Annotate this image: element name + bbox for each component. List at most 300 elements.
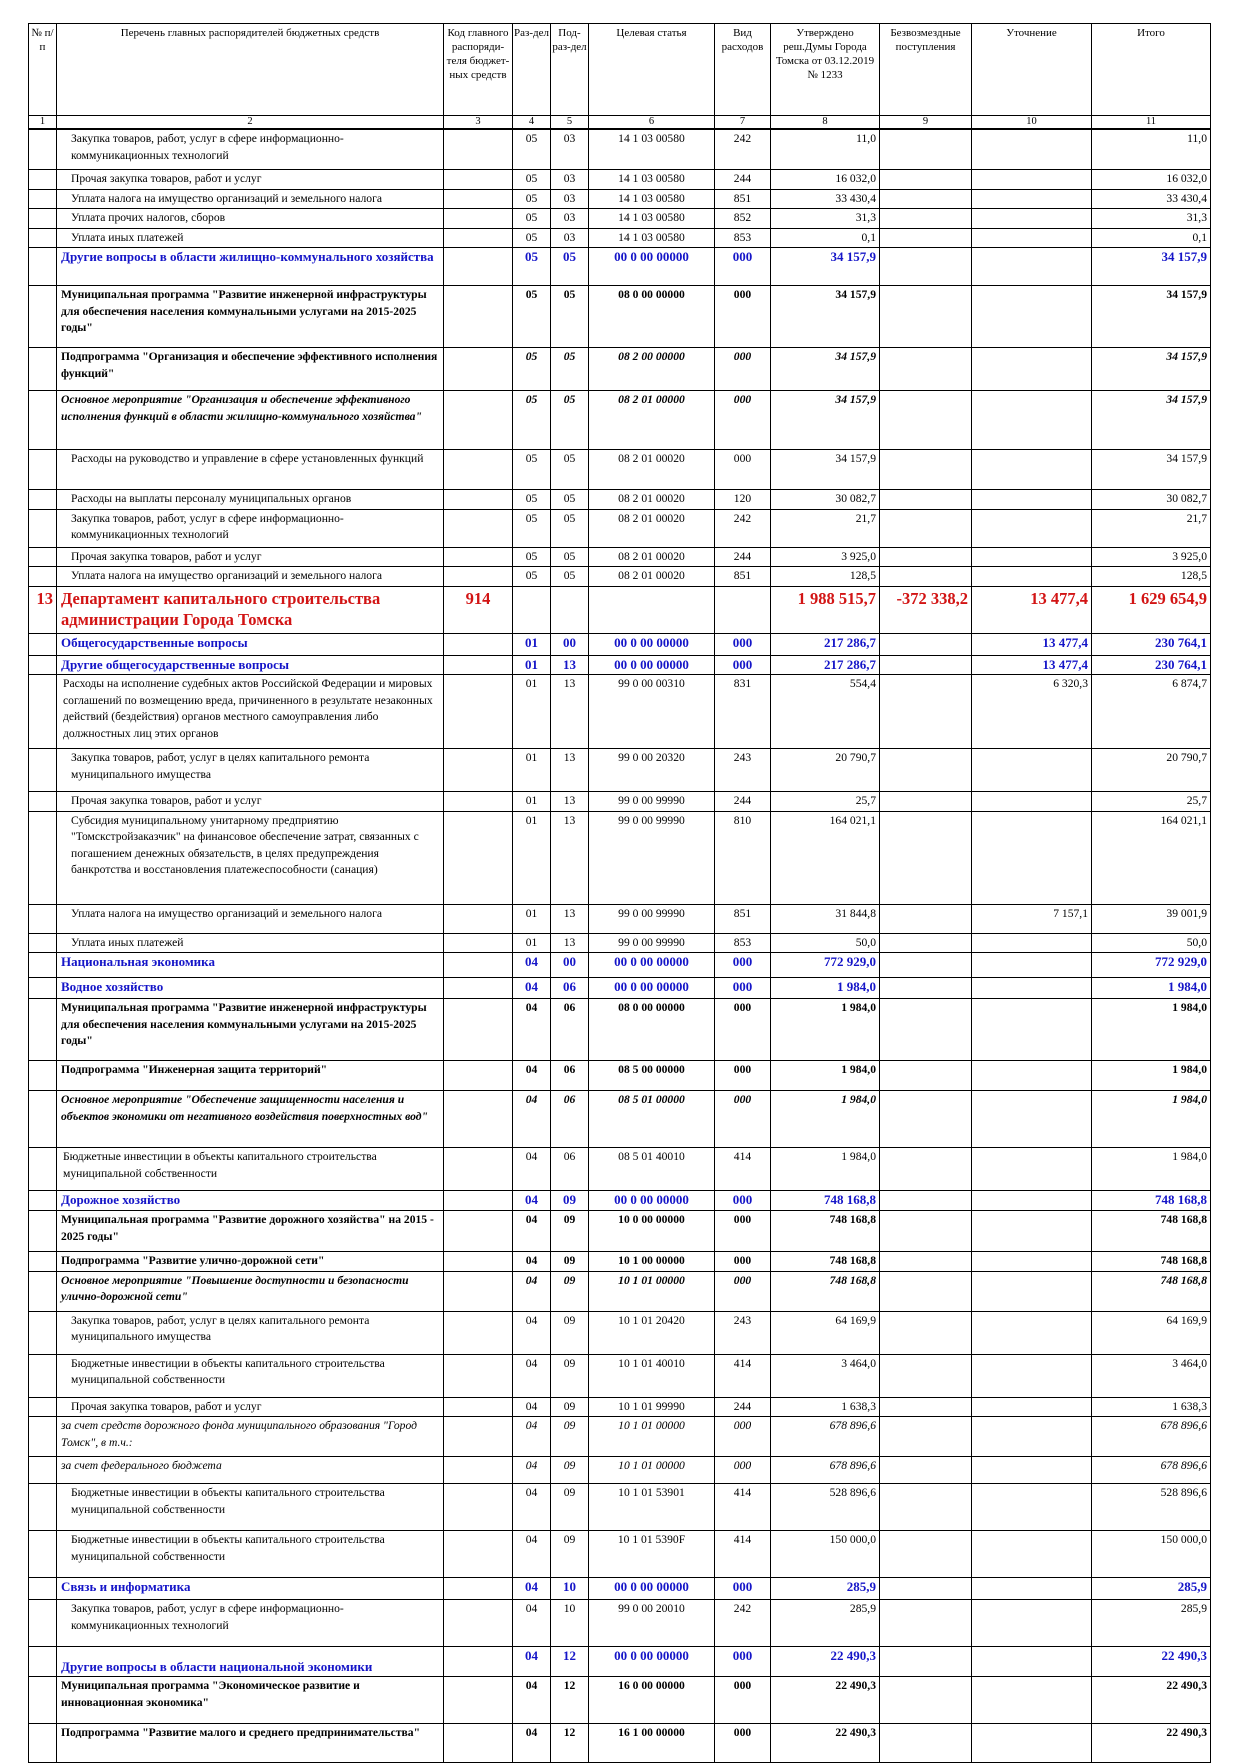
row-grants	[880, 567, 972, 587]
row-number	[29, 1397, 57, 1417]
row-clarification	[972, 170, 1092, 190]
row-grants	[880, 633, 972, 655]
row-name: Общегосударственные вопросы	[57, 633, 444, 655]
row-vid: 243	[715, 749, 771, 792]
row-clarification	[972, 1457, 1092, 1484]
row-clarification	[972, 509, 1092, 547]
table-row	[29, 792, 1211, 812]
row-grants	[880, 490, 972, 510]
row-vid: 000	[715, 1271, 771, 1311]
row-total: 33 430,4	[1092, 189, 1211, 209]
row-clarification	[972, 1484, 1092, 1531]
row-number	[29, 792, 57, 812]
row-approved: 16 032,0	[771, 170, 880, 190]
row-podrazdel: 13	[551, 811, 589, 904]
row-name: Подпрограмма "Развитие улично-дорожной сети"	[57, 1252, 444, 1272]
row-total: 34 157,9	[1092, 248, 1211, 286]
row-grants	[880, 1271, 972, 1311]
row-vid: 000	[715, 1061, 771, 1091]
row-name: Департамент капитального строительства администрации Города Томска	[57, 586, 444, 633]
row-number	[29, 348, 57, 391]
row-number	[29, 1417, 57, 1457]
row-approved: 25,7	[771, 792, 880, 812]
row-statya: 99 0 00 99990	[589, 792, 715, 812]
row-podrazdel: 03	[551, 189, 589, 209]
row-name: Бюджетные инвестиции в объекты капитального строительства муниципальной собственности	[57, 1531, 444, 1578]
row-statya: 08 5 01 40010	[589, 1148, 715, 1191]
row-razdel: 04	[513, 1677, 551, 1724]
row-number	[29, 490, 57, 510]
row-grants	[880, 129, 972, 170]
row-number	[29, 1600, 57, 1647]
row-approved: 217 286,7	[771, 633, 880, 655]
row-name: Субсидия муниципальному унитарному предприятию "Томскстройзаказчик" на финансовое обеспечение затрат, связанных с погашением денежных обязательств, в целях предупреждения банкротства и восстановления платежеспособности (санация)	[57, 811, 444, 904]
row-razdel: 04	[513, 953, 551, 978]
row-total: 22 490,3	[1092, 1677, 1211, 1724]
table-row	[29, 1271, 1211, 1311]
row-clarification	[972, 567, 1092, 587]
row-statya: 16 0 00 00000	[589, 1677, 715, 1724]
row-number	[29, 633, 57, 655]
row-razdel: 04	[513, 1484, 551, 1531]
row-podrazdel: 09	[551, 1457, 589, 1484]
row-code	[444, 286, 513, 348]
row-podrazdel	[551, 586, 589, 633]
row-clarification: 6 320,3	[972, 675, 1092, 749]
row-total: 0,1	[1092, 228, 1211, 248]
row-approved: 64 169,9	[771, 1311, 880, 1354]
row-vid: 120	[715, 490, 771, 510]
row-statya: 99 0 00 99990	[589, 811, 715, 904]
row-name: Другие вопросы в области жилищно-коммунального хозяйства	[57, 248, 444, 286]
row-podrazdel: 05	[551, 450, 589, 490]
row-razdel: 05	[513, 547, 551, 567]
row-grants	[880, 1578, 972, 1600]
row-name: Уплата иных платежей	[57, 228, 444, 248]
row-statya: 10 1 01 53901	[589, 1484, 715, 1531]
row-razdel: 01	[513, 633, 551, 655]
row-approved: 34 157,9	[771, 348, 880, 391]
row-total: 128,5	[1092, 567, 1211, 587]
row-total: 678 896,6	[1092, 1417, 1211, 1457]
row-grants	[880, 792, 972, 812]
table-row	[29, 189, 1211, 209]
row-code	[444, 655, 513, 675]
row-code	[444, 1457, 513, 1484]
row-approved: 22 490,3	[771, 1677, 880, 1724]
row-clarification	[972, 1091, 1092, 1148]
row-name: Бюджетные инвестиции в объекты капитального строительства муниципальной собственности	[57, 1354, 444, 1397]
row-razdel: 04	[513, 1647, 551, 1677]
budget-table	[28, 23, 1211, 1763]
row-name: за счет средств дорожного фонда муниципального образования "Город Томск", в т.ч.:	[57, 1417, 444, 1457]
row-approved: 554,4	[771, 675, 880, 749]
row-total: 1 984,0	[1092, 1148, 1211, 1191]
table-row	[29, 749, 1211, 792]
row-razdel: 04	[513, 1191, 551, 1211]
row-total: 64 169,9	[1092, 1311, 1211, 1354]
row-code	[444, 228, 513, 248]
row-name: Основное мероприятие "Организация и обеспечение эффективного исполнения функций в области жилищно-коммунального хозяйства"	[57, 391, 444, 450]
row-vid: 243	[715, 1311, 771, 1354]
row-razdel: 01	[513, 933, 551, 953]
row-podrazdel: 13	[551, 933, 589, 953]
row-razdel: 05	[513, 450, 551, 490]
row-approved: 772 929,0	[771, 953, 880, 978]
row-clarification: 13 477,4	[972, 586, 1092, 633]
row-statya: 00 0 00 00000	[589, 248, 715, 286]
row-clarification	[972, 1724, 1092, 1763]
row-clarification	[972, 1211, 1092, 1252]
row-approved: 748 168,8	[771, 1211, 880, 1252]
table-row	[29, 586, 1211, 633]
row-approved: 3 464,0	[771, 1354, 880, 1397]
row-total: 50,0	[1092, 933, 1211, 953]
row-grants	[880, 1191, 972, 1211]
row-clarification	[972, 978, 1092, 999]
row-clarification	[972, 933, 1092, 953]
row-name: Бюджетные инвестиции в объекты капитального строительства муниципальной собственности	[57, 1148, 444, 1191]
row-number	[29, 1061, 57, 1091]
row-code	[444, 811, 513, 904]
table-row	[29, 1354, 1211, 1397]
row-statya: 08 0 00 00000	[589, 286, 715, 348]
row-total: 1 984,0	[1092, 999, 1211, 1061]
row-vid: 000	[715, 1578, 771, 1600]
row-code	[444, 1531, 513, 1578]
table-row	[29, 1457, 1211, 1484]
row-grants	[880, 1531, 972, 1578]
row-grants	[880, 209, 972, 229]
row-code	[444, 509, 513, 547]
row-razdel: 01	[513, 904, 551, 933]
row-vid: 000	[715, 999, 771, 1061]
row-vid: 000	[715, 1457, 771, 1484]
row-name: Уплата налога на имущество организаций и земельного налога	[57, 567, 444, 587]
row-vid: 000	[715, 1417, 771, 1457]
row-name: Национальная экономика	[57, 953, 444, 978]
row-razdel: 01	[513, 792, 551, 812]
row-statya: 08 5 00 00000	[589, 1061, 715, 1091]
row-number	[29, 509, 57, 547]
row-number	[29, 953, 57, 978]
row-number	[29, 248, 57, 286]
header-vid: Вид расходов	[715, 24, 771, 116]
row-total: 34 157,9	[1092, 348, 1211, 391]
table-row	[29, 999, 1211, 1061]
row-code	[444, 547, 513, 567]
row-podrazdel: 10	[551, 1578, 589, 1600]
header-numbers-row	[29, 116, 1211, 130]
row-vid: 000	[715, 1647, 771, 1677]
row-approved: 34 157,9	[771, 248, 880, 286]
header-statya: Целевая статья	[589, 24, 715, 116]
row-vid: 000	[715, 1191, 771, 1211]
row-number	[29, 1211, 57, 1252]
row-clarification: 7 157,1	[972, 904, 1092, 933]
row-vid: 831	[715, 675, 771, 749]
header-number: 9	[880, 116, 972, 130]
row-clarification	[972, 999, 1092, 1061]
row-podrazdel: 06	[551, 1148, 589, 1191]
row-approved: 34 157,9	[771, 450, 880, 490]
row-grants	[880, 904, 972, 933]
row-grants	[880, 1091, 972, 1148]
row-clarification	[972, 1191, 1092, 1211]
row-vid: 000	[715, 953, 771, 978]
row-razdel: 04	[513, 1271, 551, 1311]
table-row	[29, 1148, 1211, 1191]
row-podrazdel: 06	[551, 978, 589, 999]
row-clarification	[972, 749, 1092, 792]
header-podrazdel: Под-раз-дел	[551, 24, 589, 116]
row-code	[444, 792, 513, 812]
row-podrazdel: 03	[551, 170, 589, 190]
row-code	[444, 1647, 513, 1677]
row-code	[444, 189, 513, 209]
row-code	[444, 904, 513, 933]
row-total: 34 157,9	[1092, 450, 1211, 490]
row-vid: 000	[715, 1677, 771, 1724]
row-razdel: 04	[513, 1397, 551, 1417]
row-grants	[880, 1354, 972, 1397]
row-name: Другие общегосударственные вопросы	[57, 655, 444, 675]
row-number	[29, 1311, 57, 1354]
row-grants	[880, 933, 972, 953]
row-total: 1 629 654,9	[1092, 586, 1211, 633]
table-row	[29, 1578, 1211, 1600]
row-razdel: 04	[513, 1091, 551, 1148]
row-name: Подпрограмма "Инженерная защита территорий"	[57, 1061, 444, 1091]
table-row	[29, 1417, 1211, 1457]
row-code	[444, 1354, 513, 1397]
row-code	[444, 1578, 513, 1600]
row-name: Уплата иных платежей	[57, 933, 444, 953]
table-row	[29, 933, 1211, 953]
row-razdel: 04	[513, 1457, 551, 1484]
row-statya: 00 0 00 00000	[589, 655, 715, 675]
row-grants	[880, 1061, 972, 1091]
row-number	[29, 1677, 57, 1724]
row-grants	[880, 1417, 972, 1457]
row-code	[444, 1061, 513, 1091]
row-vid: 244	[715, 792, 771, 812]
header-number: 2	[57, 116, 444, 130]
row-grants	[880, 978, 972, 999]
row-approved: 128,5	[771, 567, 880, 587]
row-statya: 00 0 00 00000	[589, 978, 715, 999]
row-statya: 00 0 00 00000	[589, 953, 715, 978]
row-grants	[880, 509, 972, 547]
row-name: Прочая закупка товаров, работ и услуг	[57, 170, 444, 190]
header-number: 10	[972, 116, 1092, 130]
row-vid: 242	[715, 129, 771, 170]
table-row	[29, 953, 1211, 978]
row-grants	[880, 749, 972, 792]
row-grants	[880, 286, 972, 348]
row-grants	[880, 953, 972, 978]
header-number: 6	[589, 116, 715, 130]
row-clarification	[972, 1677, 1092, 1724]
table-row	[29, 1484, 1211, 1531]
row-number	[29, 1484, 57, 1531]
row-code	[444, 129, 513, 170]
table-row	[29, 450, 1211, 490]
row-razdel: 05	[513, 391, 551, 450]
table-row	[29, 1191, 1211, 1211]
row-code	[444, 749, 513, 792]
row-razdel: 04	[513, 1724, 551, 1763]
row-clarification	[972, 1647, 1092, 1677]
row-grants	[880, 391, 972, 450]
row-number: 13	[29, 586, 57, 633]
row-podrazdel: 06	[551, 1091, 589, 1148]
row-grants	[880, 1600, 972, 1647]
row-clarification	[972, 129, 1092, 170]
row-code	[444, 1252, 513, 1272]
row-razdel: 04	[513, 1600, 551, 1647]
header-number: 8	[771, 116, 880, 130]
row-clarification	[972, 953, 1092, 978]
row-grants	[880, 655, 972, 675]
header-code: Код главного распоряди-теля бюджет-ных средств	[444, 24, 513, 116]
row-name: Муниципальная программа "Развитие инженерной инфраструктуры для обеспечения населения коммунальными услугами на 2015-2025 годы"	[57, 286, 444, 348]
row-podrazdel: 09	[551, 1531, 589, 1578]
table-row	[29, 286, 1211, 348]
row-clarification	[972, 490, 1092, 510]
row-vid: 242	[715, 509, 771, 547]
row-total: 164 021,1	[1092, 811, 1211, 904]
row-code	[444, 1397, 513, 1417]
row-approved: 748 168,8	[771, 1252, 880, 1272]
row-vid: 242	[715, 1600, 771, 1647]
row-podrazdel: 09	[551, 1252, 589, 1272]
row-podrazdel: 09	[551, 1271, 589, 1311]
row-statya: 10 1 01 40010	[589, 1354, 715, 1397]
row-podrazdel: 06	[551, 999, 589, 1061]
row-podrazdel: 05	[551, 490, 589, 510]
row-name: Основное мероприятие "Обеспечение защищенности населения и объектов экономики от негативного воздействия поверхностных вод"	[57, 1091, 444, 1148]
row-grants	[880, 189, 972, 209]
row-name: Муниципальная программа "Экономическое развитие и инновационная экономика"	[57, 1677, 444, 1724]
header-number: 5	[551, 116, 589, 130]
row-approved: 1 984,0	[771, 978, 880, 999]
row-podrazdel: 06	[551, 1061, 589, 1091]
header-name: Перечень главных распорядителей бюджетных средств	[57, 24, 444, 116]
row-total: 748 168,8	[1092, 1271, 1211, 1311]
row-podrazdel: 05	[551, 248, 589, 286]
row-approved: 34 157,9	[771, 391, 880, 450]
row-podrazdel: 00	[551, 953, 589, 978]
row-name: Подпрограмма "Организация и обеспечение эффективного исполнения функций"	[57, 348, 444, 391]
row-razdel: 04	[513, 1061, 551, 1091]
row-clarification	[972, 1417, 1092, 1457]
row-name: Закупка товаров, работ, услуг в целях капитального ремонта муниципального имущества	[57, 1311, 444, 1354]
row-code	[444, 1091, 513, 1148]
row-podrazdel: 13	[551, 749, 589, 792]
header-num: № п/п	[29, 24, 57, 116]
row-podrazdel: 00	[551, 633, 589, 655]
row-code: 914	[444, 586, 513, 633]
row-statya: 99 0 00 99990	[589, 904, 715, 933]
row-statya: 08 2 01 00020	[589, 509, 715, 547]
row-clarification	[972, 811, 1092, 904]
row-total: 1 638,3	[1092, 1397, 1211, 1417]
row-name: Связь и информатика	[57, 1578, 444, 1600]
row-statya: 14 1 03 00580	[589, 189, 715, 209]
row-code	[444, 953, 513, 978]
row-approved: 33 430,4	[771, 189, 880, 209]
row-razdel: 04	[513, 999, 551, 1061]
row-podrazdel: 12	[551, 1677, 589, 1724]
row-clarification	[972, 1252, 1092, 1272]
row-razdel: 05	[513, 567, 551, 587]
row-total: 230 764,1	[1092, 655, 1211, 675]
row-statya: 10 1 01 00000	[589, 1457, 715, 1484]
row-razdel: 05	[513, 170, 551, 190]
row-vid: 000	[715, 1724, 771, 1763]
row-approved: 22 490,3	[771, 1647, 880, 1677]
table-row	[29, 675, 1211, 749]
row-clarification	[972, 228, 1092, 248]
row-code	[444, 933, 513, 953]
row-statya: 08 2 00 00000	[589, 348, 715, 391]
row-razdel: 05	[513, 348, 551, 391]
row-number	[29, 129, 57, 170]
row-razdel: 01	[513, 655, 551, 675]
row-clarification	[972, 209, 1092, 229]
row-name: Прочая закупка товаров, работ и услуг	[57, 792, 444, 812]
row-name: Дорожное хозяйство	[57, 1191, 444, 1211]
row-razdel: 05	[513, 248, 551, 286]
row-approved: 748 168,8	[771, 1191, 880, 1211]
row-razdel: 05	[513, 129, 551, 170]
row-grants	[880, 450, 972, 490]
row-code	[444, 633, 513, 655]
row-name: Закупка товаров, работ, услуг в сфере информационно-коммуникационных технологий	[57, 1600, 444, 1647]
row-approved: 20 790,7	[771, 749, 880, 792]
row-vid: 000	[715, 1091, 771, 1148]
row-grants	[880, 348, 972, 391]
row-name: Подпрограмма "Развитие малого и среднего предпринимательства"	[57, 1724, 444, 1763]
table-row	[29, 1252, 1211, 1272]
table-row	[29, 228, 1211, 248]
header-clarification: Уточнение	[972, 24, 1092, 116]
header-number: 4	[513, 116, 551, 130]
row-name: за счет федерального бюджета	[57, 1457, 444, 1484]
row-total: 39 001,9	[1092, 904, 1211, 933]
row-clarification	[972, 1397, 1092, 1417]
table-row	[29, 1724, 1211, 1763]
row-statya: 10 1 01 00000	[589, 1417, 715, 1457]
row-statya: 08 5 01 00000	[589, 1091, 715, 1148]
row-grants	[880, 1211, 972, 1252]
row-statya: 08 2 01 00020	[589, 450, 715, 490]
row-podrazdel: 09	[551, 1311, 589, 1354]
row-name: Другие вопросы в области национальной экономики	[57, 1647, 444, 1677]
row-statya: 00 0 00 00000	[589, 1191, 715, 1211]
row-number	[29, 749, 57, 792]
row-total: 1 984,0	[1092, 1061, 1211, 1091]
row-number	[29, 933, 57, 953]
row-clarification	[972, 348, 1092, 391]
row-grants	[880, 811, 972, 904]
row-number	[29, 1578, 57, 1600]
row-statya: 14 1 03 00580	[589, 170, 715, 190]
row-clarification	[972, 1531, 1092, 1578]
header-razdel: Раз-дел	[513, 24, 551, 116]
row-total: 20 790,7	[1092, 749, 1211, 792]
